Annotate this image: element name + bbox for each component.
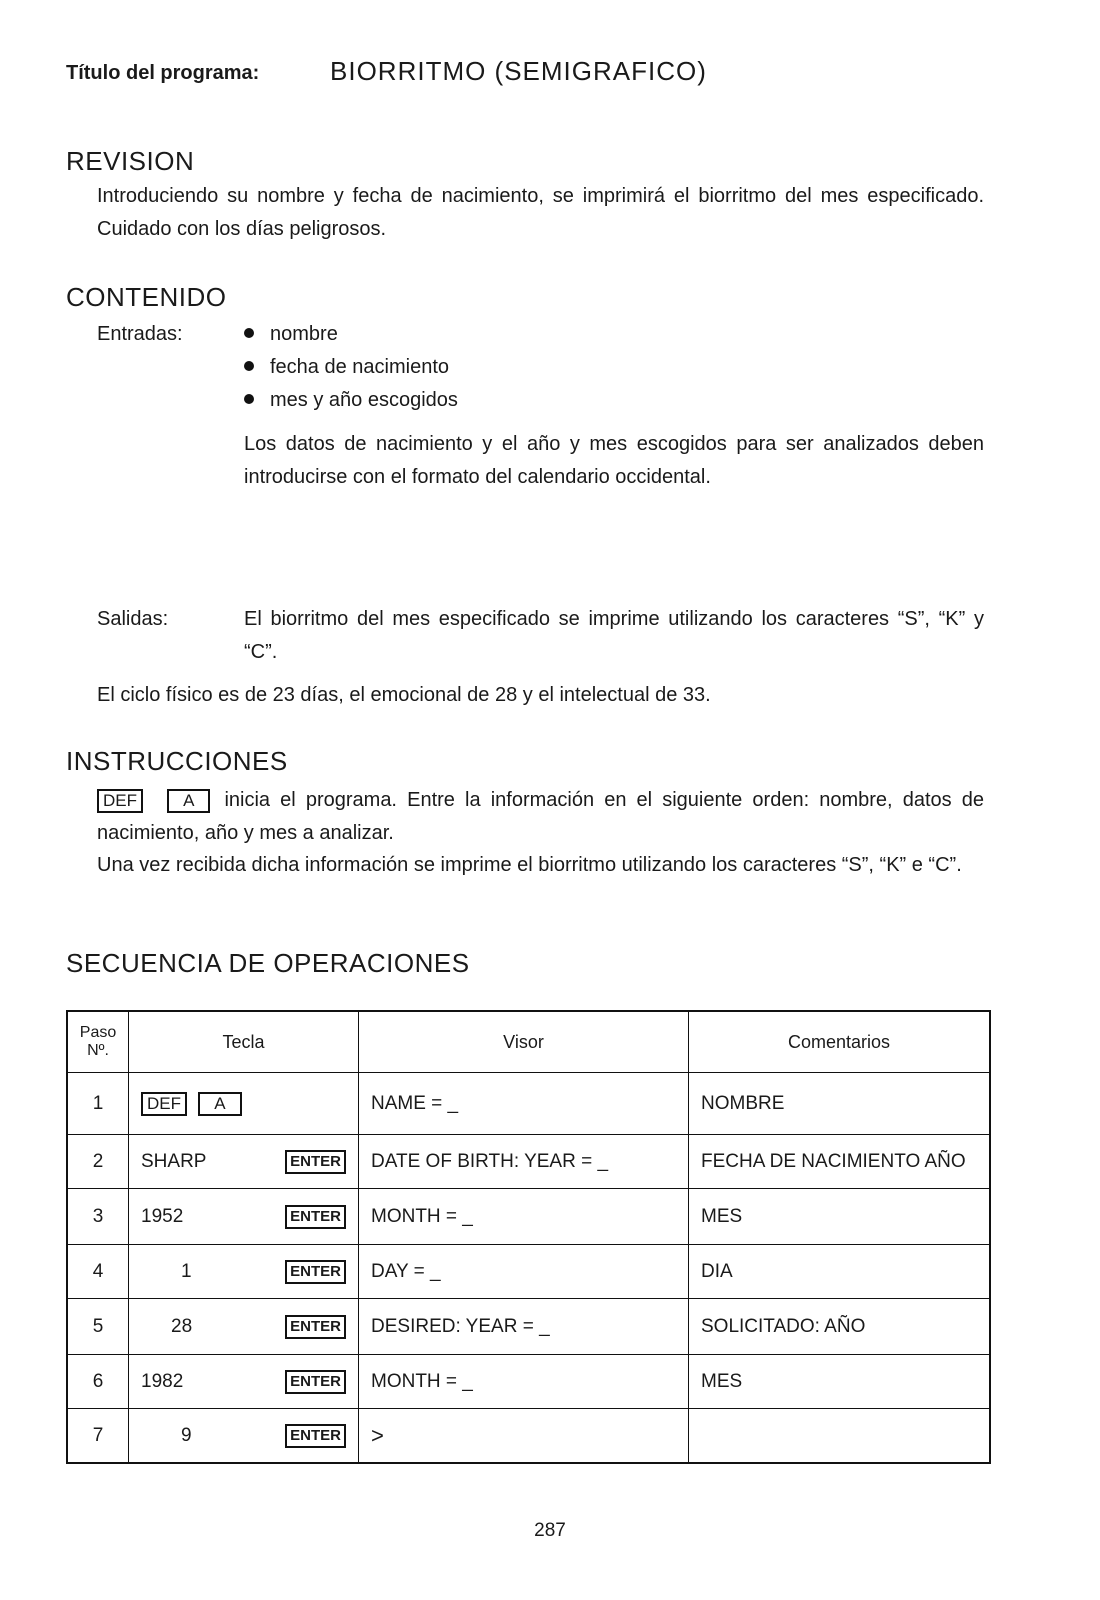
paso-cell: 4 [67, 1245, 129, 1299]
entradas-item-label: nombre [270, 323, 338, 345]
tecla-cell [129, 1245, 359, 1299]
tecla-cell [129, 1299, 359, 1355]
bullet-icon [244, 394, 254, 404]
tecla-cell [129, 1189, 359, 1245]
instrucciones-line2: Una vez recibida dicha información se imprime el biorritmo utilizando los caracteres “S”, “K” e “C”. [97, 854, 962, 876]
enter-key: ENTER [285, 1315, 346, 1339]
ciclo-text: El ciclo físico es de 23 días, el emocional de 28 y el intelectual de 33. [97, 684, 711, 706]
comentario-cell [689, 1409, 991, 1464]
visor-cell: DATE OF BIRTH: YEAR = _ [359, 1135, 689, 1189]
visor-cell: DESIRED: YEAR = _ [359, 1299, 689, 1355]
revision-heading: REVISION [66, 146, 195, 176]
operations-table [66, 1010, 991, 1464]
comentario-cell: FECHA DE NACIMIENTO AÑO [689, 1135, 991, 1189]
comentario-cell: NOMBRE [689, 1073, 991, 1135]
def-key: DEF [97, 789, 143, 813]
comentario-cell: MES [689, 1189, 991, 1245]
instrucciones-text [97, 784, 984, 850]
paso-cell: 1 [67, 1073, 129, 1135]
visor-cell: MONTH = _ [359, 1355, 689, 1409]
entradas-item-label: mes y año escogidos [270, 389, 458, 411]
paso-cell: 3 [67, 1189, 129, 1245]
table-row [67, 1355, 990, 1409]
col-paso: Paso Nº. [67, 1011, 129, 1073]
paso-cell: 6 [67, 1355, 129, 1409]
col-tecla: Tecla [129, 1011, 359, 1073]
bullet-icon [244, 361, 254, 371]
paso-cell: 7 [67, 1409, 129, 1464]
secuencia-heading: SECUENCIA DE OPERACIONES [66, 948, 470, 978]
visor-cell: > [359, 1409, 689, 1464]
entradas-item-label: fecha de nacimiento [270, 356, 450, 378]
tecla-value: 1952 [141, 1205, 184, 1227]
col-visor: Visor [359, 1011, 689, 1073]
instrucciones-heading: INSTRUCCIONES [66, 746, 288, 776]
tecla-value: 1 [181, 1260, 192, 1282]
revision-text: Introduciendo su nombre y fecha de nacimiento, se imprimirá el biorritmo del mes especificado. Cuidado con los días peligrosos. [97, 185, 984, 240]
tecla-value: SHARP [141, 1150, 207, 1172]
enter-key: ENTER [285, 1370, 346, 1394]
table-header-row [67, 1011, 990, 1073]
entradas-note: Los datos de nacimiento y el año y mes escogidos para ser analizados deben introducirse con el formato del calendario occidental. [244, 433, 984, 488]
program-label: Título del programa: [66, 62, 260, 84]
page-number: 287 [534, 1520, 566, 1541]
enter-key: ENTER [285, 1150, 346, 1174]
entradas-label: Entradas: [97, 323, 183, 345]
bullet-icon [244, 328, 254, 338]
visor-cell: DAY = _ [359, 1245, 689, 1299]
paso-cell: 5 [67, 1299, 129, 1355]
contenido-heading: CONTENIDO [66, 282, 227, 312]
visor-cell: NAME = _ [359, 1073, 689, 1135]
tecla-value: 1982 [141, 1370, 184, 1392]
def-key: DEF [141, 1092, 187, 1116]
a-key: A [167, 789, 210, 813]
table-row [67, 1135, 990, 1189]
enter-key: ENTER [285, 1424, 346, 1448]
tecla-cell [129, 1135, 359, 1189]
comentario-cell: SOLICITADO: AÑO [689, 1299, 991, 1355]
enter-key: ENTER [285, 1260, 346, 1284]
col-comentarios: Comentarios [689, 1011, 991, 1073]
tecla-cell [129, 1355, 359, 1409]
entradas-item [244, 351, 449, 384]
table-row [67, 1189, 990, 1245]
tecla-cell [129, 1073, 359, 1135]
enter-key: ENTER [285, 1205, 346, 1229]
table-row [67, 1409, 990, 1464]
paso-cell: 2 [67, 1135, 129, 1189]
table-row [67, 1245, 990, 1299]
tecla-cell [129, 1409, 359, 1464]
program-title: BIORRITMO (SEMIGRAFICO) [330, 56, 707, 86]
table-row [67, 1073, 990, 1135]
instrucciones-line1: inicia el programa. Entre la información en el siguiente orden: nombre, datos de nacimiento, año y mes a analizar. [97, 789, 985, 844]
entradas-item [244, 384, 458, 417]
comentario-cell: MES [689, 1355, 991, 1409]
a-key: A [198, 1092, 241, 1116]
table-row [67, 1299, 990, 1355]
tecla-value: 28 [171, 1315, 193, 1337]
entradas-item [244, 318, 338, 351]
visor-cell: MONTH = _ [359, 1189, 689, 1245]
salidas-label: Salidas: [97, 608, 169, 630]
salidas-text: El biorritmo del mes especificado se imprime utilizando los caracteres “S”, “K” y “C”. [244, 608, 984, 663]
comentario-cell: DIA [689, 1245, 991, 1299]
tecla-value: 9 [181, 1424, 192, 1446]
